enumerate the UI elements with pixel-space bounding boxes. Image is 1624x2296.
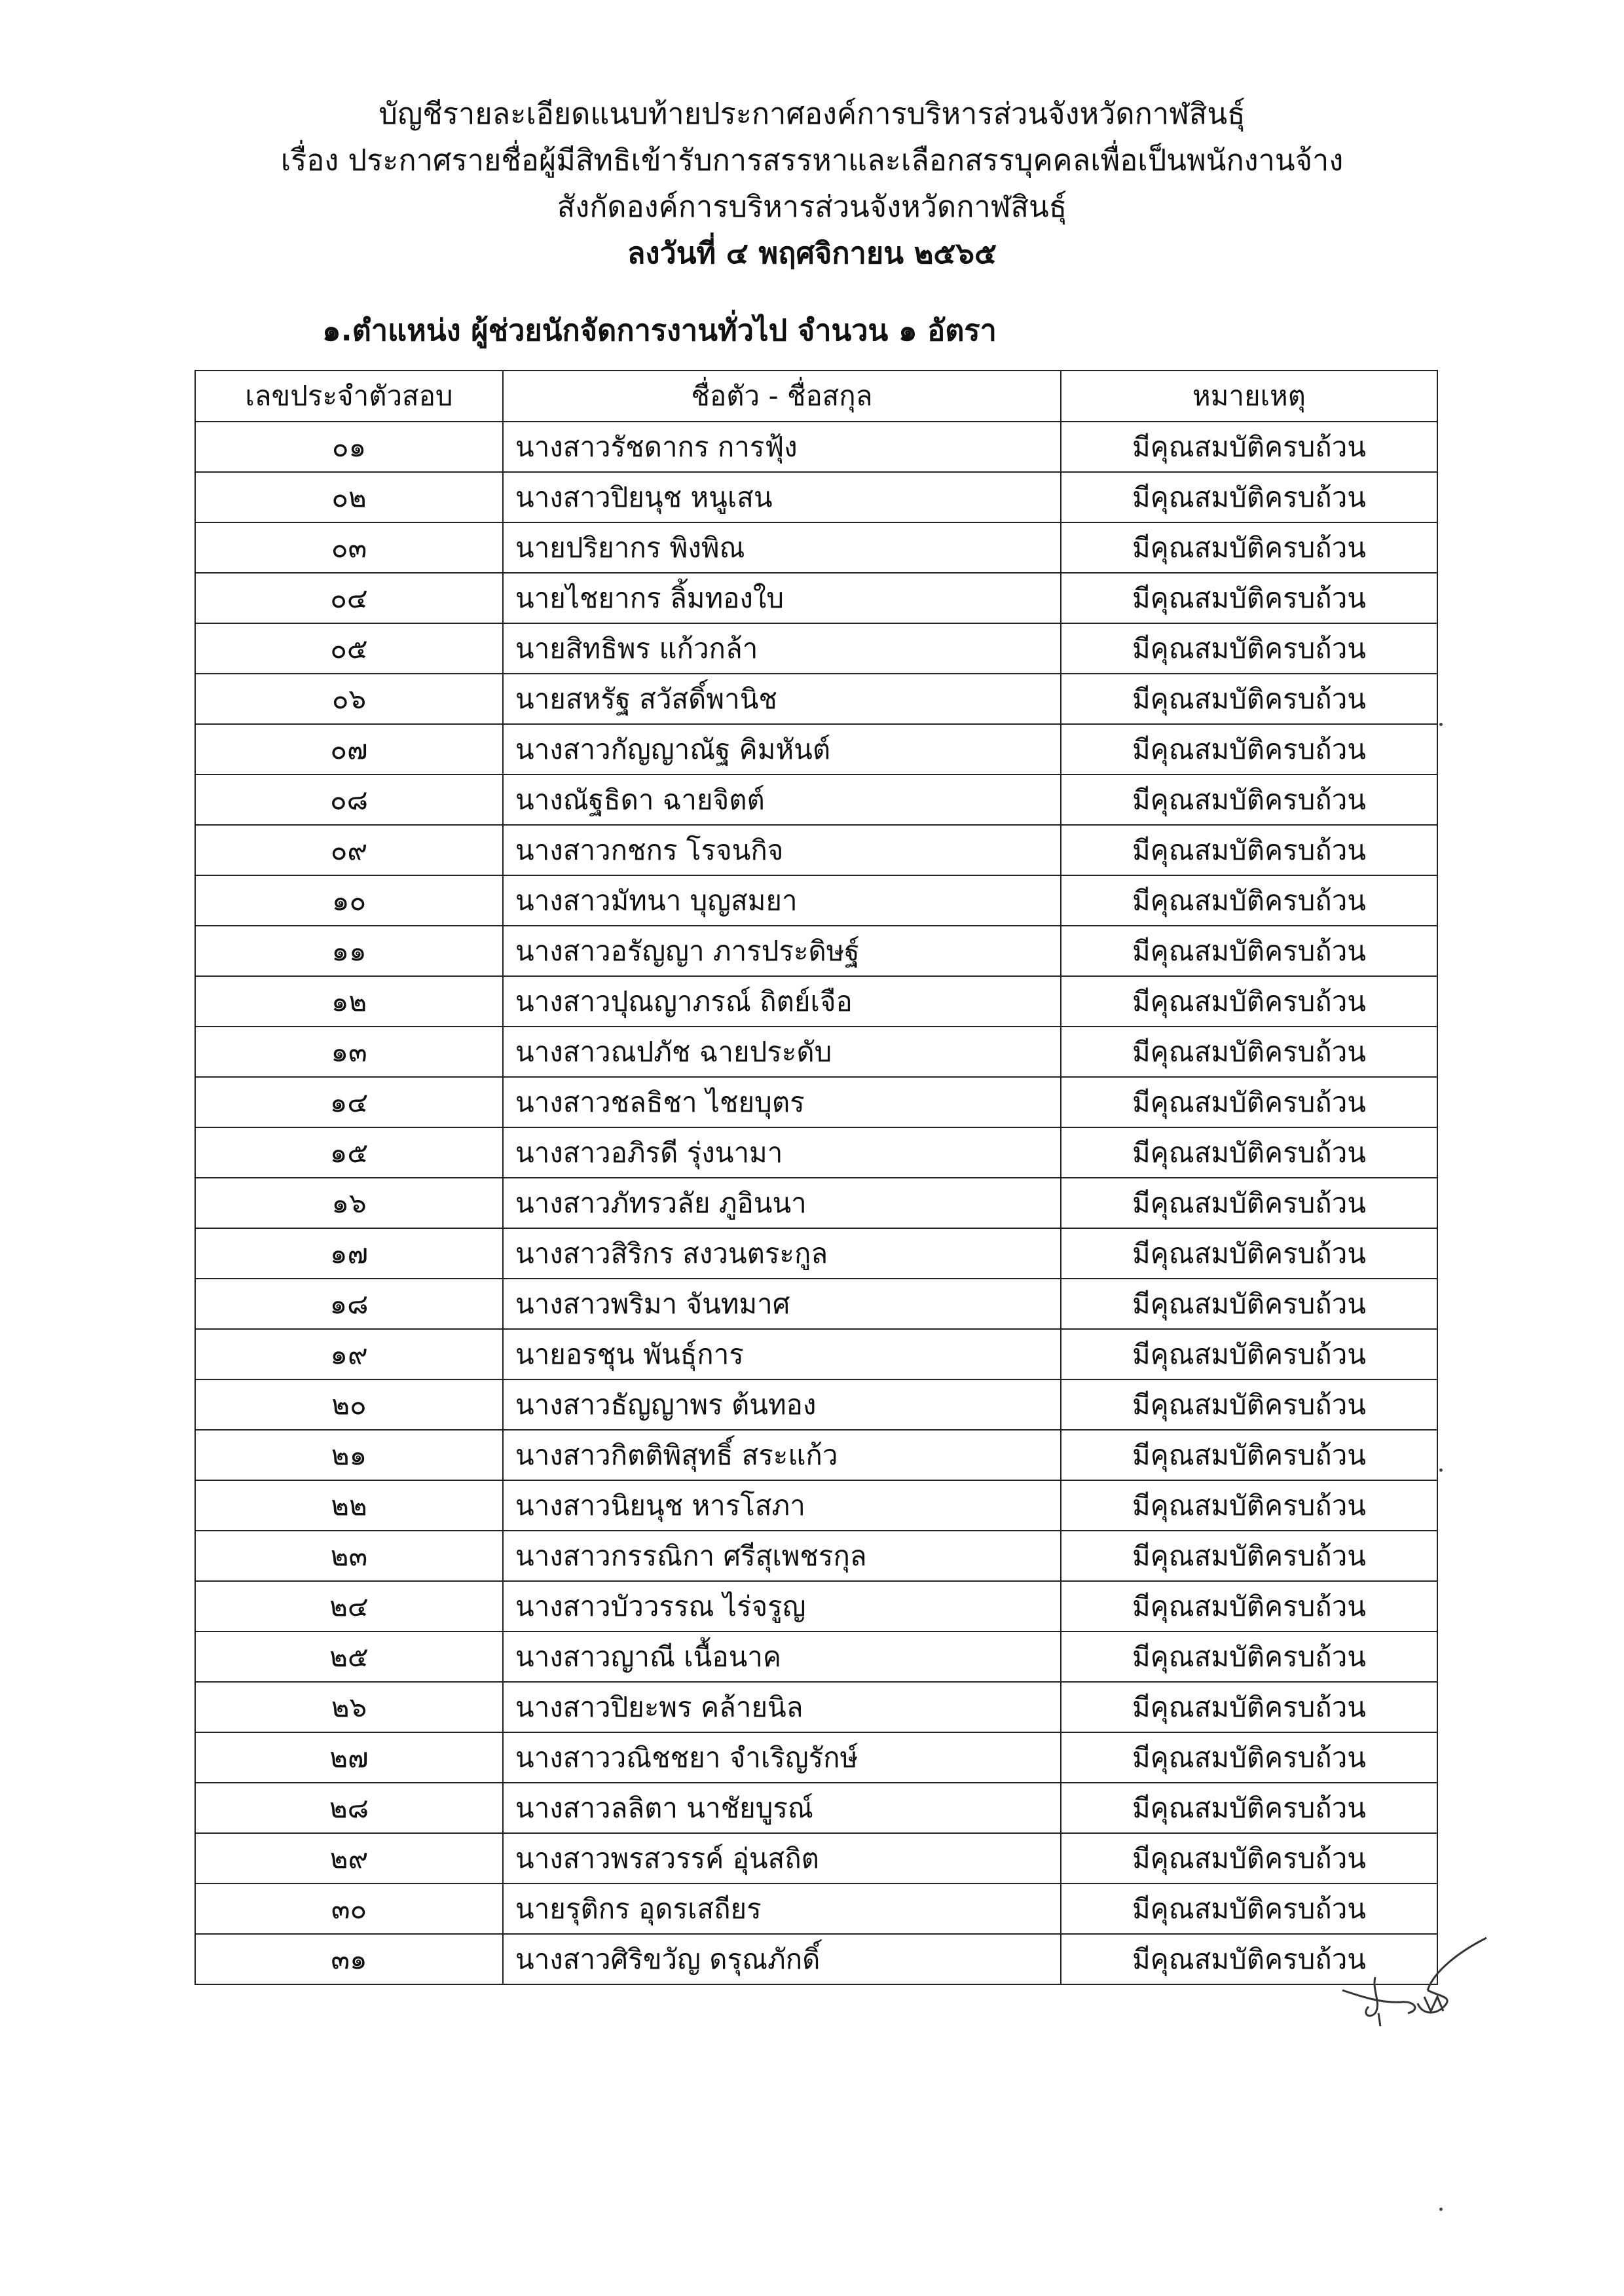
- remark-cell: มีคุณสมบัติครบถ้วน: [1061, 1581, 1437, 1631]
- full-name-cell: นางสาวกัญญาณัฐ คิมหันต์: [503, 724, 1061, 774]
- table-row: [195, 1027, 1437, 1077]
- exam-id-cell: ๐๖: [195, 674, 503, 724]
- exam-id-cell: ๑๘: [195, 1279, 503, 1329]
- exam-id-cell: ๑๕: [195, 1127, 503, 1178]
- remark-cell: มีคุณสมบัติครบถ้วน: [1061, 1833, 1437, 1884]
- table-row: [195, 1732, 1437, 1783]
- exam-id-cell: ๑๓: [195, 1027, 503, 1077]
- column-header-full-name: ชื่อตัว - ชื่อสกุล: [503, 371, 1061, 422]
- table-row: [195, 875, 1437, 926]
- table-row: [195, 1783, 1437, 1833]
- scan-speck: [1439, 2208, 1443, 2211]
- table-row: [195, 1581, 1437, 1631]
- section-title: ๑.ตำแหน่ง ผู้ช่วยนักจัดการงานทั่วไป จำนวน ๑ อัตรา: [322, 313, 997, 348]
- exam-id-cell: ๑๔: [195, 1077, 503, 1127]
- remark-cell: มีคุณสมบัติครบถ้วน: [1061, 1077, 1437, 1127]
- full-name-cell: นายปริยากร พิงพิณ: [503, 522, 1061, 573]
- exam-id-cell: ๐๓: [195, 522, 503, 573]
- full-name-cell: นางสาวกรรณิกา ศรีสุเพชรกุล: [503, 1531, 1061, 1581]
- remark-cell: มีคุณสมบัติครบถ้วน: [1061, 522, 1437, 573]
- exam-id-cell: ๒๗: [195, 1732, 503, 1783]
- remark-cell: มีคุณสมบัติครบถ้วน: [1061, 1228, 1437, 1279]
- remark-cell: มีคุณสมบัติครบถ้วน: [1061, 1329, 1437, 1379]
- full-name-cell: นางสาวณปภัช ฉายประดับ: [503, 1027, 1061, 1077]
- header-line-2: เรื่อง ประกาศรายชื่อผู้มีสิทธิเข้ารับการสรรหาและเลือกสรรบุคคลเพื่อเป็นพนักงานจ้าง: [280, 143, 1344, 177]
- table-row: [195, 1077, 1437, 1127]
- table-row: [195, 1127, 1437, 1178]
- remark-cell: มีคุณสมบัติครบถ้วน: [1061, 573, 1437, 623]
- full-name-cell: นางสาวชลธิชา ไชยบุตร: [503, 1077, 1061, 1127]
- full-name-cell: นางสาวกชกร โรจนกิจ: [503, 825, 1061, 875]
- exam-id-cell: ๒๔: [195, 1581, 503, 1631]
- exam-id-cell: ๒๙: [195, 1833, 503, 1884]
- table-row: [195, 1884, 1437, 1934]
- exam-id-cell: ๒๐: [195, 1379, 503, 1430]
- scan-speck: [1439, 723, 1443, 726]
- table-row: [195, 926, 1437, 976]
- remark-cell: มีคุณสมบัติครบถ้วน: [1061, 724, 1437, 774]
- table-row: [195, 1631, 1437, 1682]
- full-name-cell: นางสาวบัววรรณ ไร่จรูญ: [503, 1581, 1061, 1631]
- exam-id-cell: ๒๘: [195, 1783, 503, 1833]
- exam-id-cell: ๑๐: [195, 875, 503, 926]
- header-line-3: สังกัดองค์การบริหารส่วนจังหวัดกาฬสินธุ์: [557, 189, 1067, 224]
- remark-cell: มีคุณสมบัติครบถ้วน: [1061, 1027, 1437, 1077]
- remark-cell: มีคุณสมบัติครบถ้วน: [1061, 674, 1437, 724]
- remark-cell: มีคุณสมบัติครบถ้วน: [1061, 1631, 1437, 1682]
- table-row: [195, 1279, 1437, 1329]
- table-row: [195, 1682, 1437, 1732]
- full-name-cell: นางสาวภัทรวลัย ภูอินนา: [503, 1178, 1061, 1228]
- candidate-table: [194, 370, 1438, 1985]
- full-name-cell: นายสหรัฐ สวัสดิ์พานิช: [503, 674, 1061, 724]
- remark-cell: มีคุณสมบัติครบถ้วน: [1061, 774, 1437, 825]
- full-name-cell: นางสาวนิยนุช หารโสภา: [503, 1480, 1061, 1531]
- exam-id-cell: ๑๖: [195, 1178, 503, 1228]
- remark-cell: มีคุณสมบัติครบถ้วน: [1061, 1682, 1437, 1732]
- remark-cell: มีคุณสมบัติครบถ้วน: [1061, 1430, 1437, 1480]
- column-header-remark: หมายเหตุ: [1061, 371, 1437, 422]
- full-name-cell: นางสาวศิริขวัญ ดรุณภักดิ์: [503, 1934, 1061, 1984]
- full-name-cell: นางสาวธัญญาพร ต้นทอง: [503, 1379, 1061, 1430]
- full-name-cell: นางณัฐธิดา ฉายจิตต์: [503, 774, 1061, 825]
- full-name-cell: นางสาวลลิตา นาชัยบูรณ์: [503, 1783, 1061, 1833]
- full-name-cell: นางสาววณิชชยา จำเริญรักษ์: [503, 1732, 1061, 1783]
- table-row: [195, 1228, 1437, 1279]
- exam-id-cell: ๑๙: [195, 1329, 503, 1379]
- table-row: [195, 472, 1437, 522]
- full-name-cell: นางสาวปุณญาภรณ์ ถิตย์เจือ: [503, 976, 1061, 1027]
- full-name-cell: นางสาวสิริกร สงวนตระกูล: [503, 1228, 1061, 1279]
- full-name-cell: นางสาวพริมา จันทมาศ: [503, 1279, 1061, 1329]
- table-row: [195, 422, 1437, 472]
- remark-cell: มีคุณสมบัติครบถ้วน: [1061, 1732, 1437, 1783]
- full-name-cell: นายอรชุน พันธุ์การ: [503, 1329, 1061, 1379]
- exam-id-cell: ๐๕: [195, 623, 503, 674]
- remark-cell: มีคุณสมบัติครบถ้วน: [1061, 1531, 1437, 1581]
- table-row: [195, 1480, 1437, 1531]
- exam-id-cell: ๑๗: [195, 1228, 503, 1279]
- full-name-cell: นางสาวรัชดากร การฟุ้ง: [503, 422, 1061, 472]
- remark-cell: มีคุณสมบัติครบถ้วน: [1061, 976, 1437, 1027]
- full-name-cell: นายรุติกร อุดรเสถียร: [503, 1884, 1061, 1934]
- exam-id-cell: ๒๓: [195, 1531, 503, 1581]
- full-name-cell: นางสาวปิยนุช หนูเสน: [503, 472, 1061, 522]
- table-row: [195, 825, 1437, 875]
- table-row: [195, 674, 1437, 724]
- remark-cell: มีคุณสมบัติครบถ้วน: [1061, 1884, 1437, 1934]
- exam-id-cell: ๑๒: [195, 976, 503, 1027]
- exam-id-cell: ๓๑: [195, 1934, 503, 1984]
- table-row: [195, 724, 1437, 774]
- remark-cell: มีคุณสมบัติครบถ้วน: [1061, 623, 1437, 674]
- remark-cell: มีคุณสมบัติครบถ้วน: [1061, 1934, 1437, 1984]
- table-row: [195, 1934, 1437, 1984]
- full-name-cell: นางสาวญาณี เนื้อนาค: [503, 1631, 1061, 1682]
- exam-id-cell: ๑๑: [195, 926, 503, 976]
- signature-mark: [1303, 1899, 1513, 2049]
- remark-cell: มีคุณสมบัติครบถ้วน: [1061, 1127, 1437, 1178]
- column-header-exam-id: เลขประจำตัวสอบ: [195, 371, 503, 422]
- full-name-cell: นายไชยากร ลิ้มทองใบ: [503, 573, 1061, 623]
- table-row: [195, 1329, 1437, 1379]
- header-line-1: บัญชีรายละเอียดแนบท้ายประกาศองค์การบริหารส่วนจังหวัดกาฬสินธุ์: [378, 96, 1246, 131]
- scan-speck: [1439, 1468, 1443, 1472]
- full-name-cell: นายสิทธิพร แก้วกล้า: [503, 623, 1061, 674]
- full-name-cell: นางสาวพรสวรรค์ อุ่นสถิต: [503, 1833, 1061, 1884]
- exam-id-cell: ๓๐: [195, 1884, 503, 1934]
- table-header-row: [195, 371, 1437, 422]
- remark-cell: มีคุณสมบัติครบถ้วน: [1061, 1279, 1437, 1329]
- exam-id-cell: ๐๑: [195, 422, 503, 472]
- full-name-cell: นางสาวอรัญญา ภารประดิษฐ์: [503, 926, 1061, 976]
- remark-cell: มีคุณสมบัติครบถ้วน: [1061, 1783, 1437, 1833]
- exam-id-cell: ๐๒: [195, 472, 503, 522]
- table-row: [195, 976, 1437, 1027]
- table-row: [195, 774, 1437, 825]
- full-name-cell: นางสาวมัทนา บุญสมยา: [503, 875, 1061, 926]
- remark-cell: มีคุณสมบัติครบถ้วน: [1061, 825, 1437, 875]
- table-row: [195, 1833, 1437, 1884]
- table-body: [195, 422, 1437, 1984]
- table-row: [195, 623, 1437, 674]
- table-row: [195, 1531, 1437, 1581]
- exam-id-cell: ๐๔: [195, 573, 503, 623]
- exam-id-cell: ๒๒: [195, 1480, 503, 1531]
- exam-id-cell: ๒๕: [195, 1631, 503, 1682]
- remark-cell: มีคุณสมบัติครบถ้วน: [1061, 875, 1437, 926]
- remark-cell: มีคุณสมบัติครบถ้วน: [1061, 926, 1437, 976]
- remark-cell: มีคุณสมบัติครบถ้วน: [1061, 472, 1437, 522]
- exam-id-cell: ๐๗: [195, 724, 503, 774]
- exam-id-cell: ๒๑: [195, 1430, 503, 1480]
- full-name-cell: นางสาวอภิรดี รุ่งนามา: [503, 1127, 1061, 1178]
- table-row: [195, 1430, 1437, 1480]
- exam-id-cell: ๐๘: [195, 774, 503, 825]
- table-row: [195, 1178, 1437, 1228]
- table-row: [195, 573, 1437, 623]
- remark-cell: มีคุณสมบัติครบถ้วน: [1061, 1480, 1437, 1531]
- table-row: [195, 1379, 1437, 1430]
- document-header: [196, 90, 1428, 276]
- exam-id-cell: ๐๙: [195, 825, 503, 875]
- table-row: [195, 522, 1437, 573]
- exam-id-cell: ๒๖: [195, 1682, 503, 1732]
- remark-cell: มีคุณสมบัติครบถ้วน: [1061, 422, 1437, 472]
- full-name-cell: นางสาวปิยะพร คล้ายนิล: [503, 1682, 1061, 1732]
- remark-cell: มีคุณสมบัติครบถ้วน: [1061, 1379, 1437, 1430]
- remark-cell: มีคุณสมบัติครบถ้วน: [1061, 1178, 1437, 1228]
- full-name-cell: นางสาวกิตติพิสุทธิ์ สระแก้ว: [503, 1430, 1061, 1480]
- header-line-4: ลงวันที่ ๔ พฤศจิกายน ๒๕๖๕: [627, 236, 997, 270]
